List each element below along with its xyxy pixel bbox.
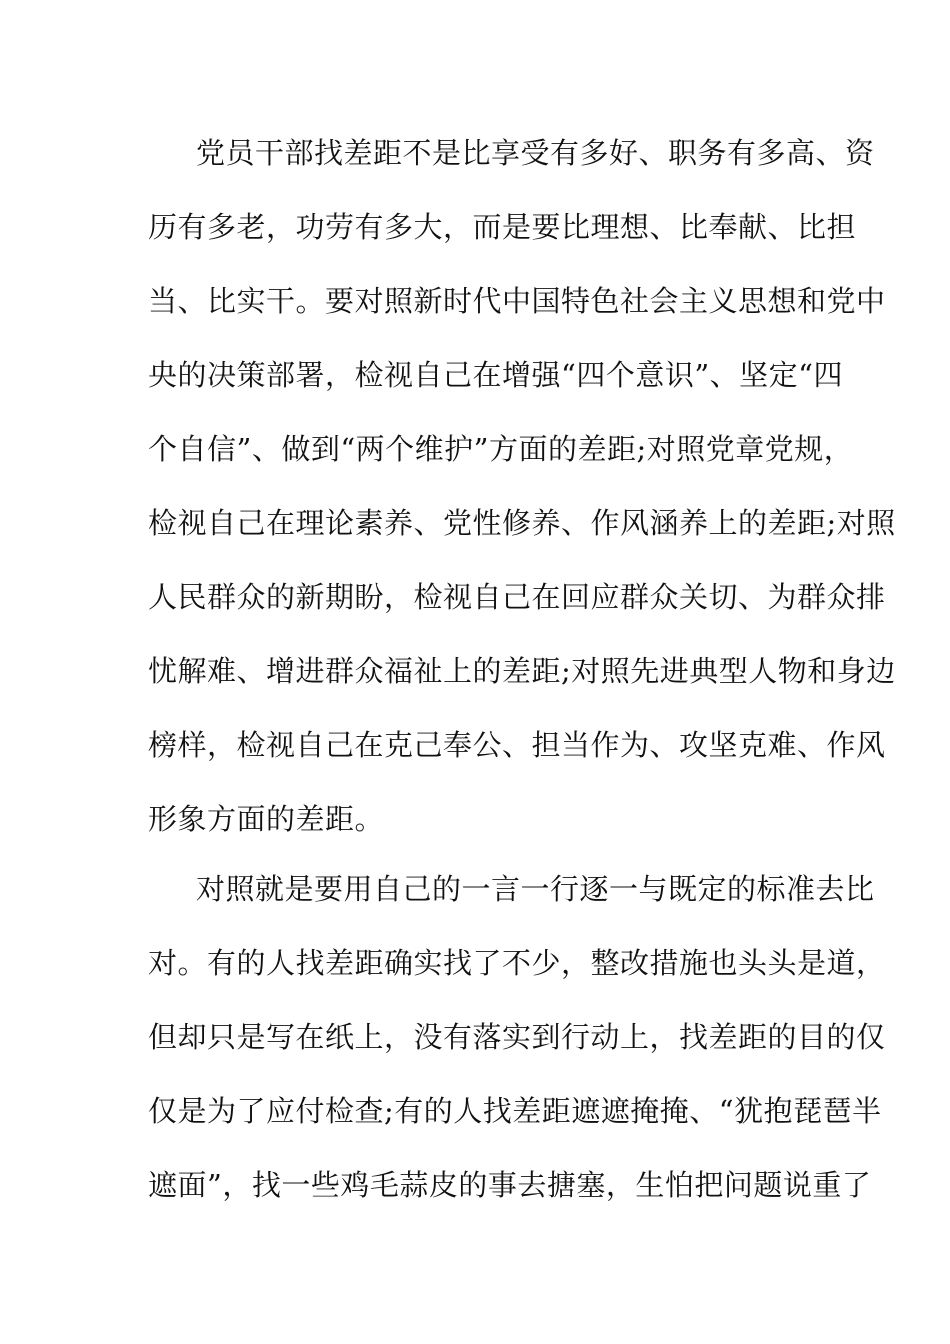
paragraph-1-line-2: 历有多老，功劳有多大，而是要比理想、比奉献、比担 — [148, 210, 857, 244]
paragraph-1-line-9: 榜样，检视自己在克己奉公、担当作为、攻坚克难、作风 — [148, 728, 886, 762]
paragraph-1-line-5: 个自信”、做到“两个维护”方面的差距;对照党章党规， — [148, 432, 854, 466]
paragraph-1-line-8: 忧解难、增进群众福祉上的差距;对照先进典型人物和身边 — [148, 654, 896, 688]
paragraph-2-line-3: 但却只是写在纸上，没有落实到行动上，找差距的目的仅 — [148, 1020, 886, 1054]
paragraph-1-line-4: 央的决策部署，检视自己在增强“四个意识”、坚定“四 — [148, 358, 843, 392]
paragraph-2-line-4: 仅是为了应付检查;有的人找差距遮遮掩掩、“犹抱琵琶半 — [148, 1094, 882, 1128]
paragraph-2-line-1: 对照就是要用自己的一言一行逐一与既定的标准去比 — [196, 872, 875, 906]
paragraph-1-line-6: 检视自己在理论素养、党性修养、作风涵养上的差距;对照 — [148, 506, 896, 540]
paragraph-2-line-2: 对。有的人找差距确实找了不少，整改措施也头头是道， — [148, 946, 886, 980]
paragraph-1-line-7: 人民群众的新期盼，检视自己在回应群众关切、为群众排 — [148, 580, 886, 614]
paragraph-1-line-10: 形象方面的差距。 — [148, 802, 385, 836]
paragraph-1-line-3: 当、比实干。要对照新时代中国特色社会主义思想和党中 — [148, 284, 886, 318]
paragraph-2-line-5: 遮面”，找一些鸡毛蒜皮的事去搪塞，生怕把问题说重了 — [148, 1168, 872, 1202]
paragraph-1-line-1: 党员干部找差距不是比享受有多好、职务有多高、资 — [196, 136, 875, 170]
